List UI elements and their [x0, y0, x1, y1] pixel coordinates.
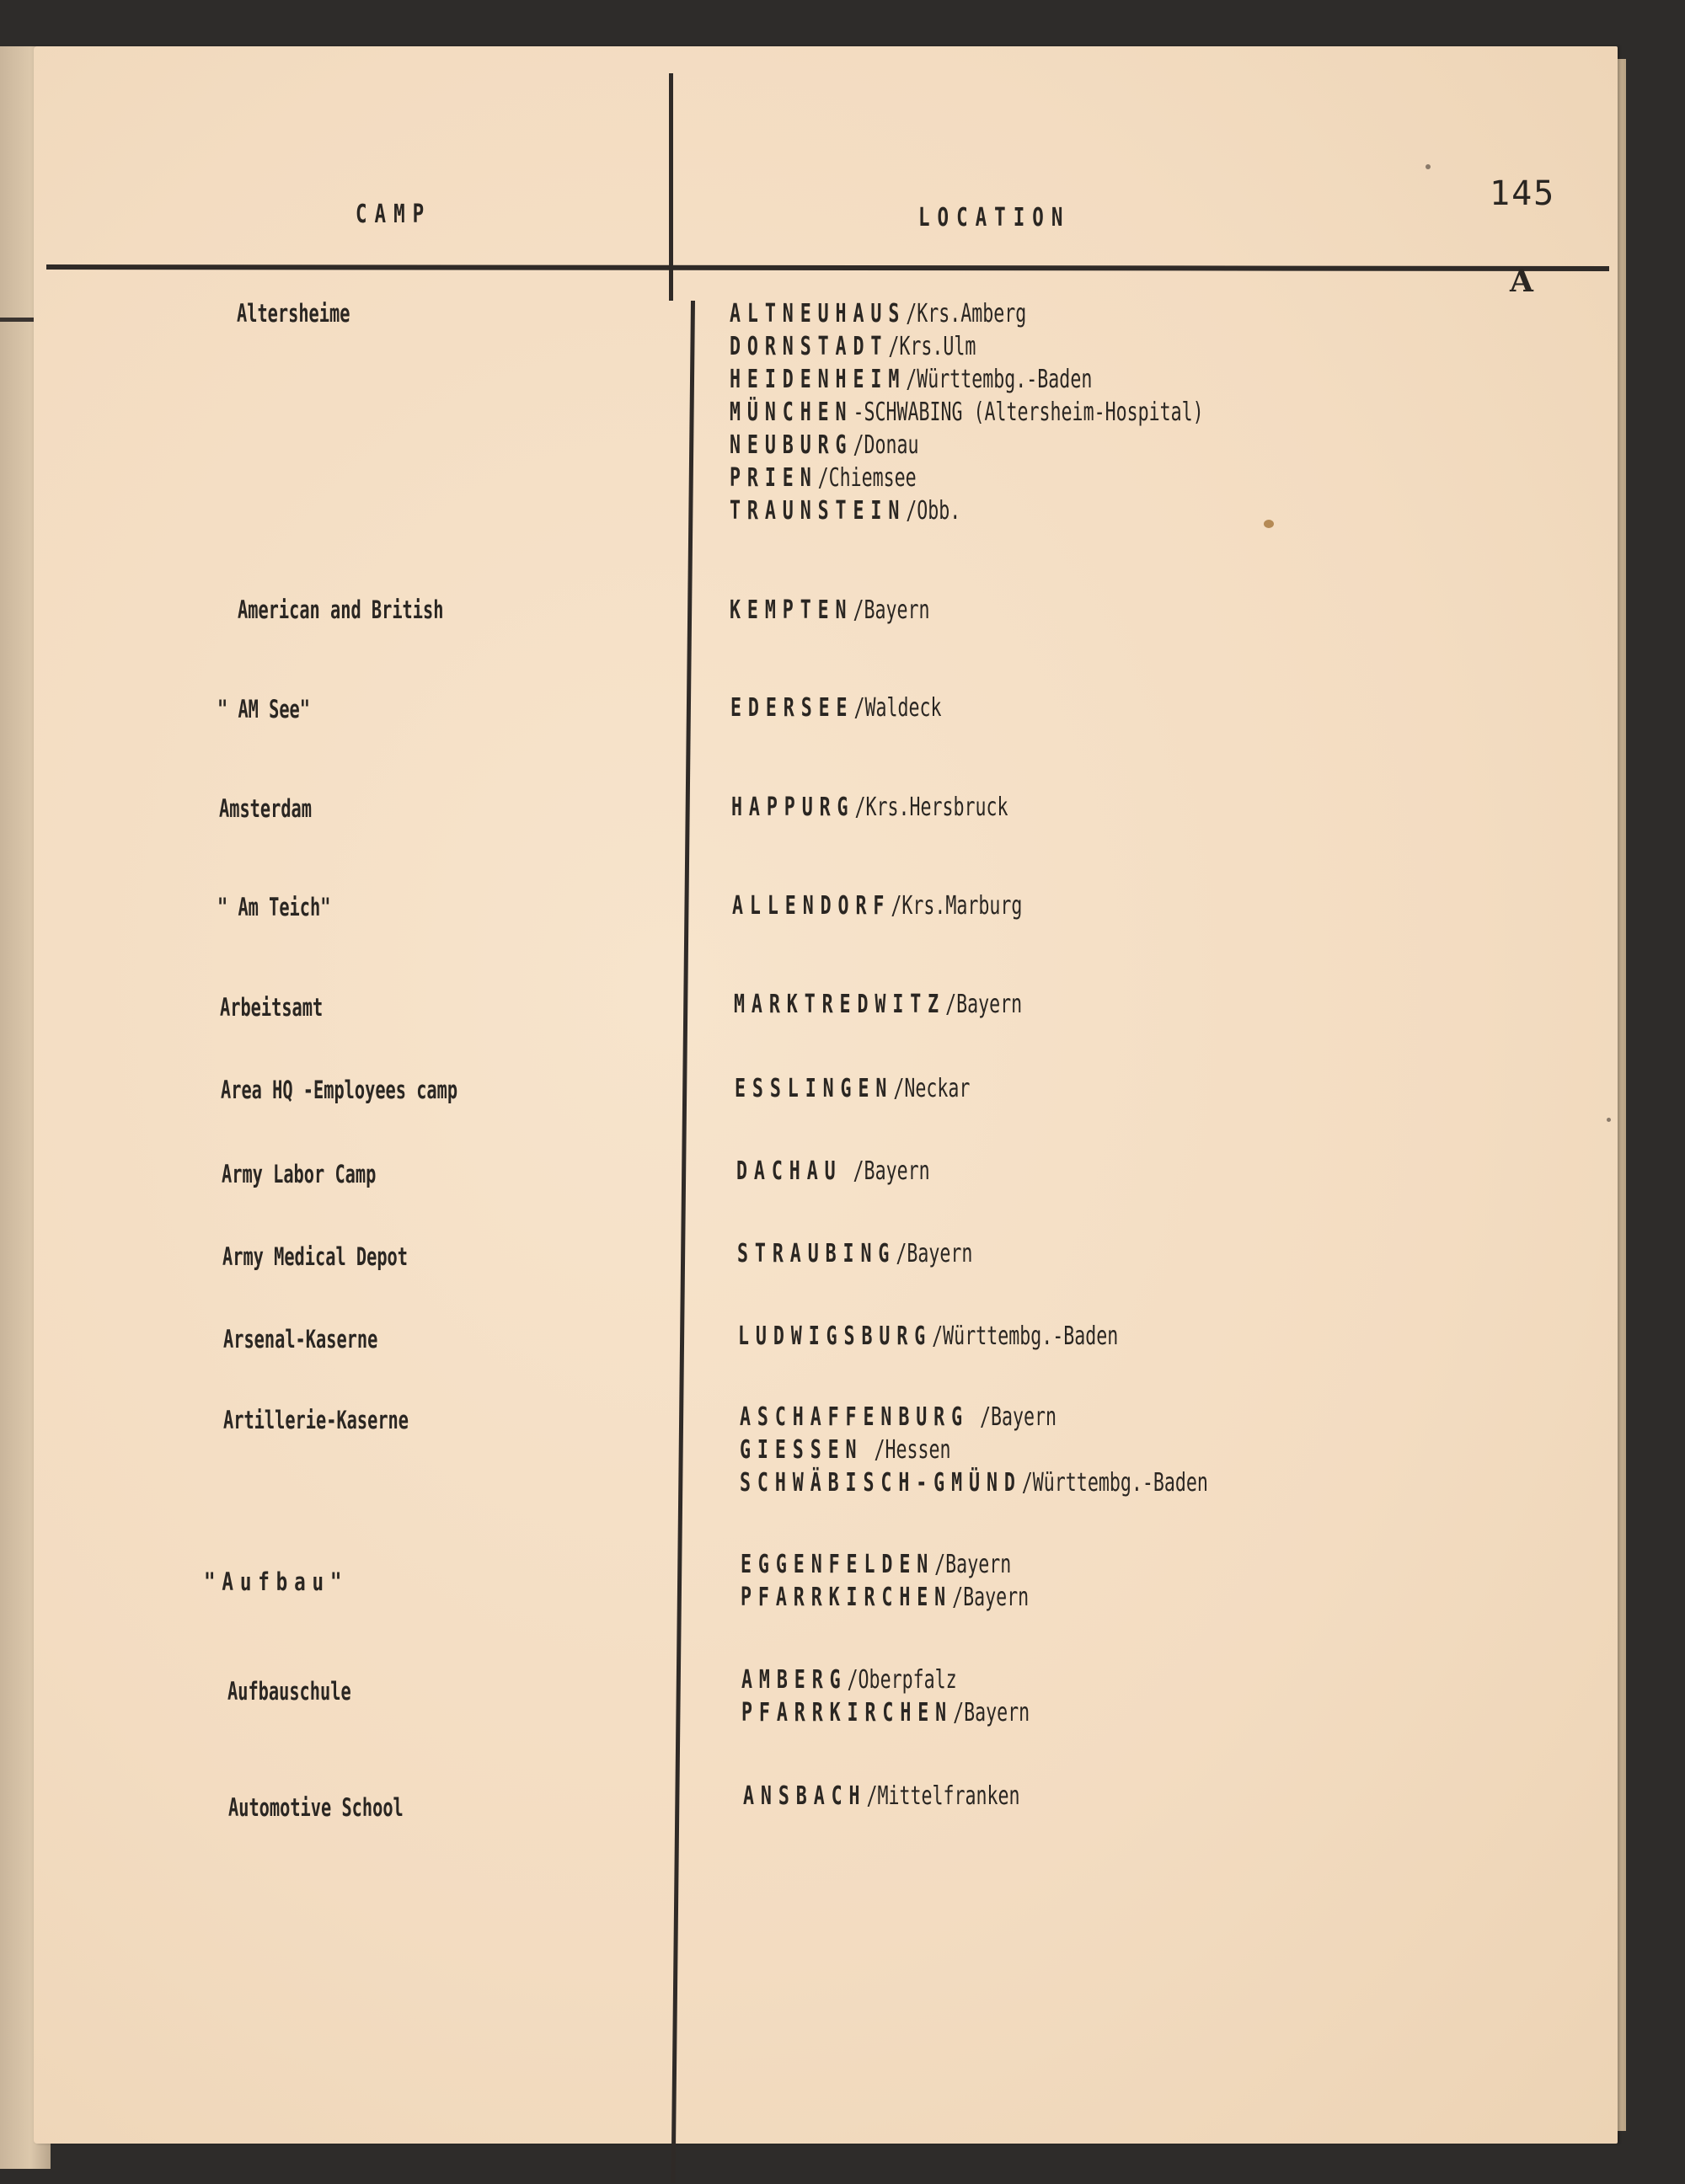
location-town: HAPPURG	[731, 793, 855, 822]
camp-name: "Aufbau"	[204, 1567, 349, 1596]
location-entry	[735, 1074, 970, 1107]
location-entry	[730, 430, 1204, 463]
location-town: TRAUNSTEIN	[730, 496, 907, 526]
location-entry	[741, 1550, 1029, 1583]
location-entry	[737, 1239, 972, 1272]
location-town: PFARRKIRCHEN	[741, 1698, 954, 1727]
location-entry	[740, 1402, 1208, 1435]
location-town: LUDWIGSBURG	[738, 1322, 933, 1351]
camp-name: Amsterdam	[219, 794, 312, 823]
location-entry	[730, 595, 930, 628]
location-entry	[738, 1322, 1118, 1354]
location-town: SCHWÄBISCH-GMÜND	[740, 1468, 1022, 1498]
location-town: ASCHAFFENBURG	[740, 1402, 970, 1432]
location-entry	[740, 1435, 1208, 1468]
location-entry	[732, 891, 1022, 924]
camp-name: Army Medical Depot	[222, 1242, 408, 1271]
location-region: /Chiemsee	[817, 463, 917, 493]
location-list	[736, 1156, 1005, 1189]
location-town: AMBERG	[741, 1665, 848, 1695]
column-divider-lower	[671, 301, 695, 2183]
location-column-header: LOCATION	[918, 203, 1071, 232]
section-letter: A	[1510, 264, 1533, 299]
location-region: /Krs.Marburg	[891, 891, 1023, 921]
location-entry	[730, 299, 1204, 332]
camp-name: Aufbauschule	[227, 1677, 351, 1706]
camp-column-header: CAMP	[356, 200, 432, 229]
location-region: /Bayern	[952, 1583, 1030, 1612]
location-list	[731, 793, 1115, 825]
location-region: /Oberpfalz	[847, 1665, 957, 1695]
location-region: /Bayern	[896, 1239, 973, 1268]
location-region: /Bayern	[842, 1156, 930, 1186]
location-town: HEIDENHEIM	[730, 365, 907, 394]
location-town: EGGENFELDEN	[741, 1550, 935, 1579]
camp-name: Automotive School	[228, 1793, 404, 1822]
location-region: /Waldeck	[853, 693, 942, 723]
location-list	[734, 990, 1134, 1023]
location-list	[740, 1402, 1390, 1501]
location-region: /Bayern	[853, 595, 930, 625]
location-town: DACHAU	[736, 1156, 842, 1186]
camp-name: American and British	[238, 595, 444, 624]
location-region: /Württembg.-Baden	[1021, 1468, 1208, 1498]
location-entry	[741, 1583, 1029, 1615]
location-town: ANSBACH	[743, 1781, 867, 1811]
location-entry	[734, 990, 1022, 1023]
location-list	[730, 595, 1008, 628]
location-region: /Württembg.-Baden	[906, 365, 1093, 394]
camp-name: Area HQ -Employees camp	[221, 1076, 458, 1104]
location-list	[730, 299, 1388, 529]
location-entry	[736, 1156, 930, 1189]
location-town: PRIEN	[730, 463, 818, 493]
location-entry	[730, 365, 1204, 398]
location-town: GIESSEN	[740, 1435, 864, 1465]
location-list	[730, 693, 1024, 726]
location-region: /Bayern	[934, 1550, 1012, 1579]
location-town: PFARRKIRCHEN	[741, 1583, 953, 1612]
location-list	[743, 1781, 1127, 1814]
location-town: KEMPTEN	[730, 595, 853, 625]
location-list	[737, 1239, 1064, 1272]
location-region: /Neckar	[893, 1074, 971, 1103]
location-list	[741, 1550, 1141, 1615]
camp-name: Arbeitsamt	[220, 993, 324, 1022]
camp-name: Altersheime	[237, 299, 350, 328]
location-entry	[730, 496, 1204, 529]
location-region: -SCHWABING (Altersheim-Hospital)	[853, 398, 1204, 427]
location-entry	[731, 793, 1008, 825]
location-town: ALLENDORF	[732, 891, 891, 921]
location-town: MARKTREDWITZ	[734, 990, 946, 1019]
location-entry	[730, 398, 1204, 430]
location-list	[741, 1665, 1142, 1731]
location-town: EDERSEE	[730, 693, 854, 723]
location-list	[732, 891, 1135, 924]
location-list	[738, 1322, 1266, 1354]
camp-name: Arsenal-Kaserne	[223, 1325, 378, 1354]
document-page	[34, 46, 1618, 2144]
location-region: /Hessen	[863, 1435, 951, 1465]
location-region: /Bayern	[953, 1698, 1030, 1727]
location-entry	[730, 463, 1204, 496]
location-entry	[740, 1468, 1208, 1501]
location-entry	[741, 1698, 1030, 1731]
location-region: /Mittelfranken	[866, 1781, 1020, 1811]
location-town: STRAUBING	[737, 1239, 896, 1268]
camp-name: " Am Teich"	[217, 893, 331, 921]
location-town: MÜNCHEN	[730, 398, 853, 427]
camp-name: Artillerie-Kaserne	[223, 1406, 409, 1434]
location-region: /Obb.	[906, 496, 961, 526]
location-entry	[741, 1665, 1030, 1698]
location-town: ESSLINGEN	[735, 1074, 894, 1103]
location-entry	[743, 1781, 1020, 1814]
page-number: 145	[1490, 174, 1556, 213]
camp-name: " AM See"	[217, 695, 310, 724]
location-region: /Württembg.-Baden	[932, 1322, 1119, 1351]
location-list	[735, 1074, 1062, 1107]
location-region: /Krs.Amberg	[906, 299, 1027, 328]
camp-name: Army Labor Camp	[222, 1160, 377, 1188]
location-region: /Krs.Ulm	[888, 332, 976, 361]
header-rule	[46, 264, 1609, 271]
location-town: DORNSTADT	[730, 332, 889, 361]
location-region: /Krs.Hersbruck	[854, 793, 1008, 822]
location-entry	[730, 332, 1204, 365]
location-region: /Bayern	[945, 990, 1023, 1019]
location-region: /Donau	[853, 430, 919, 460]
location-town: NEUBURG	[730, 430, 853, 460]
location-town: ALTNEUHAUS	[730, 299, 907, 328]
location-region: /Bayern	[969, 1402, 1057, 1432]
location-entry	[730, 693, 942, 726]
